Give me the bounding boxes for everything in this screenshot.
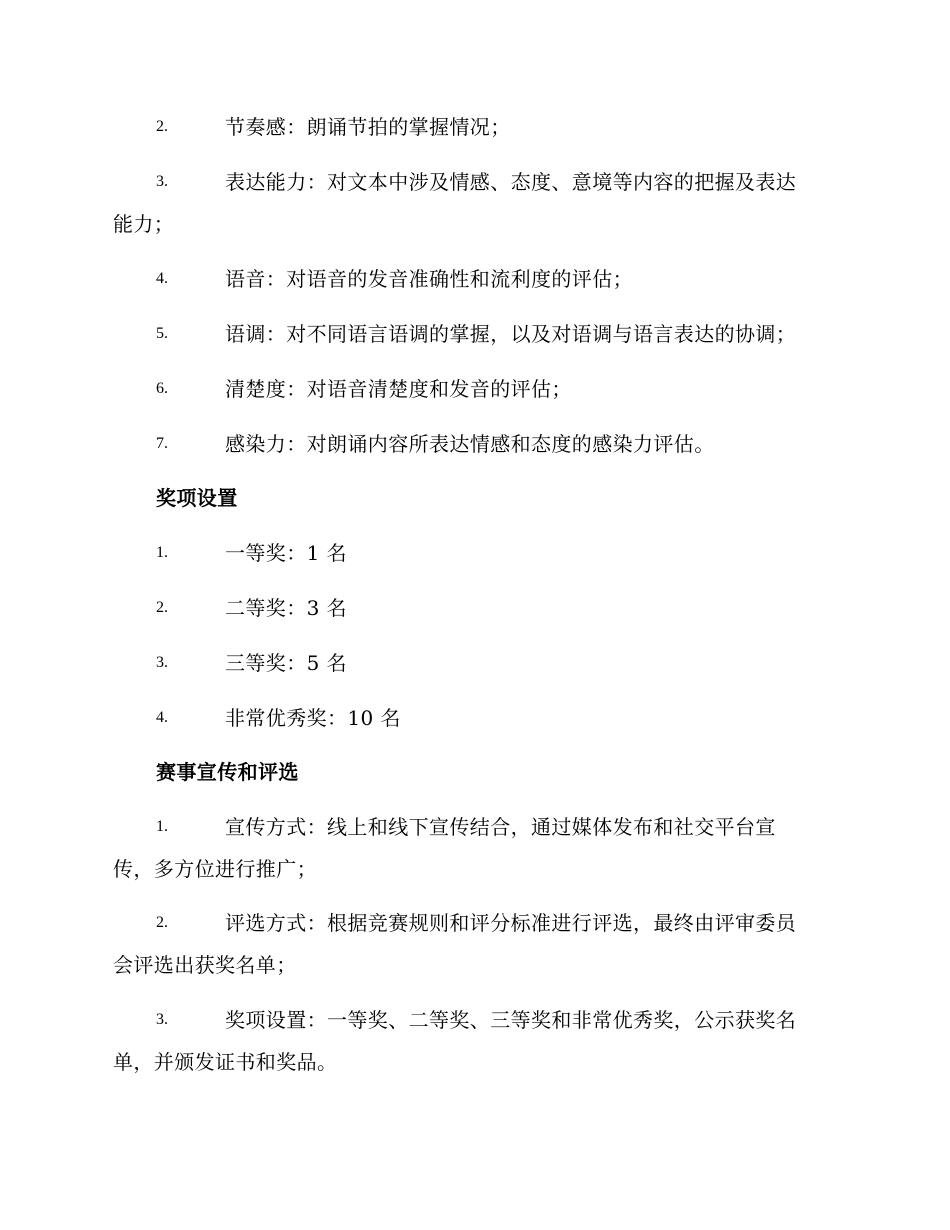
list-item [0,162,950,202]
list-text: 语音：对语音的发音准确性和流利度的评估； [225,267,633,291]
list-text: 清楚度：对语音清楚度和发音的评估； [225,377,572,401]
list-item-continuation [0,945,950,985]
list-item [0,107,950,147]
list-number: 7. [156,435,168,452]
list-item-continuation [0,849,950,889]
list-text-continuation: 单，并颁发证书和奖品。 [113,1050,338,1074]
list-text: 三等奖：5 名 [225,651,347,675]
list-text: 语调：对不同语言语调的掌握，以及对语调与语言表达的协调； [225,322,797,346]
list-text: 二等奖：3 名 [225,596,347,620]
section-heading-promotion [0,752,950,792]
list-text-continuation: 能力； [113,212,175,236]
list-text: 宣传方式：线上和线下宣传结合，通过媒体发布和社交平台宣 [225,815,776,839]
list-number: 2. [156,914,168,931]
list-item-continuation [0,204,950,244]
list-text: 评选方式：根据竞赛规则和评分标准进行评选，最终由评审委员 [225,911,797,935]
list-item [0,903,950,943]
list-item [0,588,950,628]
list-number: 1. [156,544,168,561]
list-text: 表达能力：对文本中涉及情感、态度、意境等内容的把握及表达 [225,170,797,194]
list-text: 奖项设置：一等奖、二等奖、三等奖和非常优秀奖，公示获奖名 [225,1008,797,1032]
list-number: 6. [156,380,168,397]
list-number: 3. [156,1011,168,1028]
list-text: 一等奖：1 名 [225,541,347,565]
list-number: 4. [156,270,168,287]
list-text-continuation: 会评选出获奖名单； [113,953,297,977]
list-item [0,1000,950,1040]
list-number: 2. [156,118,168,135]
list-text: 节奏感：朗诵节拍的掌握情况； [225,115,511,139]
list-item [0,314,950,354]
list-text: 感染力：对朗诵内容所表达情感和态度的感染力评估。 [225,432,715,456]
section-heading-text: 赛事宣传和评选 [156,760,299,784]
list-number: 2. [156,599,168,616]
list-number: 5. [156,325,168,342]
list-item [0,698,950,738]
section-heading-awards [0,478,950,518]
list-item [0,424,950,464]
list-item [0,533,950,573]
list-number: 3. [156,173,168,190]
list-item-continuation [0,1042,950,1082]
list-text-continuation: 传，多方位进行推广； [113,857,317,881]
list-number: 4. [156,709,168,726]
section-heading-text: 奖项设置 [156,486,238,510]
list-item [0,807,950,847]
list-number: 3. [156,654,168,671]
list-item [0,259,950,299]
list-text: 非常优秀奖：10 名 [225,706,401,730]
list-item [0,369,950,409]
list-number: 1. [156,818,168,835]
list-item [0,643,950,683]
